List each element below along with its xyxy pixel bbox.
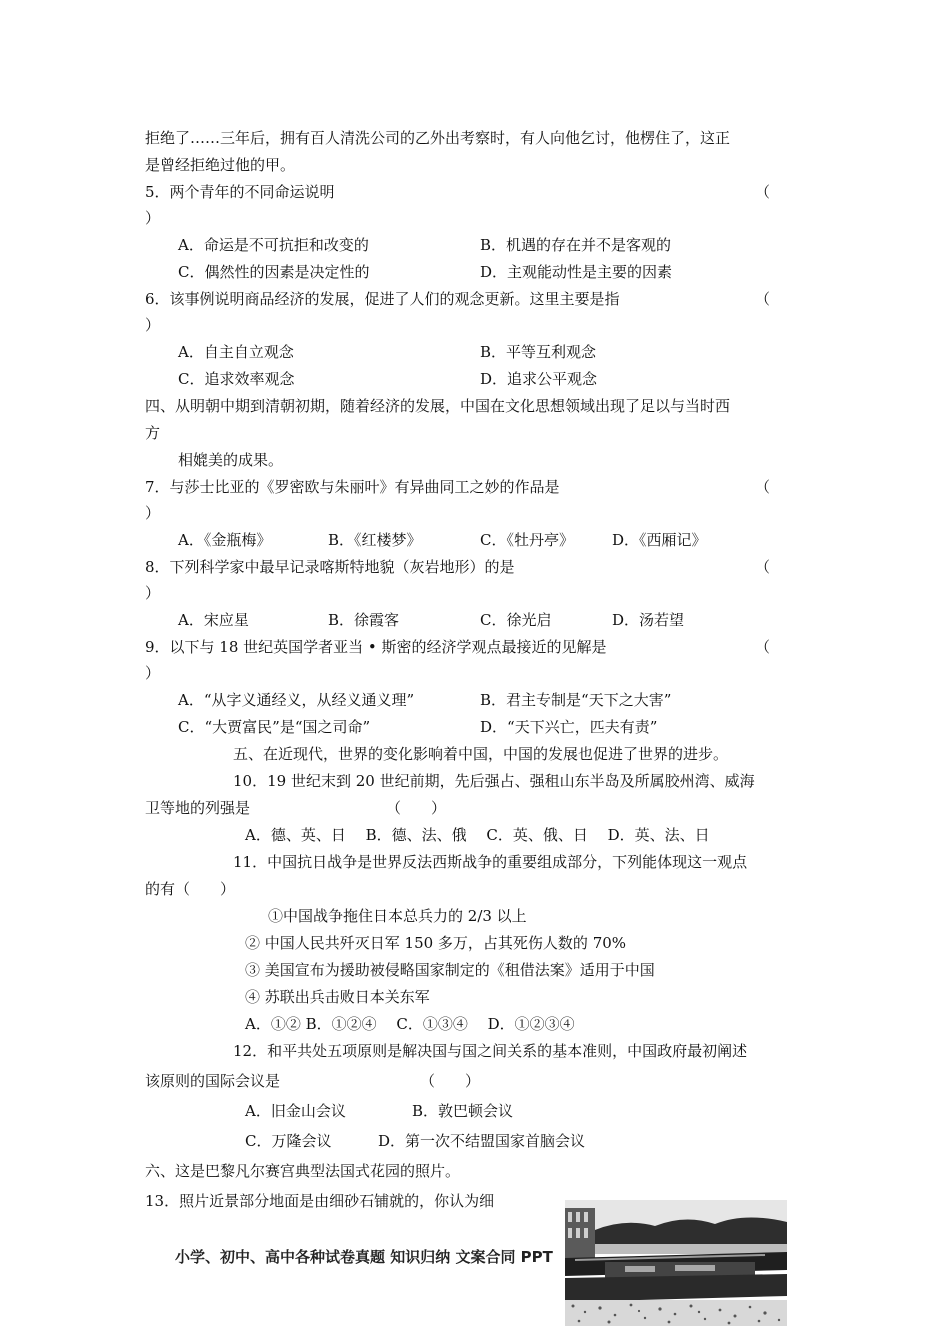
question-8: 8．下列科学家中最早记录喀斯特地貌（灰岩地形）的是	[145, 558, 515, 576]
section-4-heading-cont: 相媲美的成果。	[178, 451, 284, 469]
answer-paren-open: （	[755, 558, 771, 576]
answer-paren-close: ）	[145, 664, 161, 682]
q11-options: A．①② B．①②④ C．①③④ D．①②③④	[245, 1015, 575, 1033]
question-13: 13．照片近景部分地面是由细砂石铺就的，你认为细	[145, 1192, 495, 1210]
answer-paren-open: （	[755, 290, 771, 308]
q7-option-a: A．《金瓶梅》	[178, 531, 272, 549]
q9-option-b: B．君主专制是“天下之大害”	[480, 691, 672, 709]
question-12: 12．和平共处五项原则是解决国与国之间关系的基本准则，中国政府最初阐述	[233, 1042, 748, 1060]
section-4-heading-cont: 方	[145, 424, 161, 442]
garden-photo	[565, 1200, 787, 1326]
answer-paren: （ ）	[386, 799, 447, 817]
q7-option-b: B．《红楼梦》	[328, 531, 422, 549]
q9-option-a: A．“从字义通经义，从经义通义理”	[178, 691, 415, 709]
q6-option-d: D．追求公平观念	[480, 370, 598, 388]
section-4-heading: 四、从明朝中期到清朝初期，随着经济的发展，中国在文化思想领域出现了足以与当时西	[145, 397, 731, 415]
question-10: 10．19 世纪末到 20 世纪前期，先后强占、强租山东半岛及所属胶州湾、威海	[233, 772, 755, 790]
q11-item-1: ①中国战争拖住日本总兵力的 2/3 以上	[268, 907, 527, 925]
q11-item-3: ③ 美国宣布为援助被侵略国家制定的《租借法案》适用于中国	[245, 961, 655, 979]
question-11-cont: 的有（ ）	[145, 880, 236, 898]
question-12-cont: 该原则的国际会议是	[145, 1072, 281, 1090]
question-10-cont: 卫等地的列强是	[145, 799, 251, 817]
q7-option-d: D．《西厢记》	[612, 531, 707, 549]
q11-item-4: ④ 苏联出兵击败日本关东军	[245, 988, 430, 1006]
question-6: 6．该事例说明商品经济的发展，促进了人们的观念更新。这里主要是指	[145, 290, 620, 308]
q5-option-d: D．主观能动性是主要的因素	[480, 263, 673, 281]
answer-paren-open: （	[755, 638, 771, 656]
q9-option-c: C．“大贾富民”是“国之司命”	[178, 718, 371, 736]
paragraph-line: 是曾经拒绝过他的甲。	[145, 156, 296, 174]
question-7: 7．与莎士比亚的《罗密欧与朱丽叶》有异曲同工之妙的作品是	[145, 478, 560, 496]
q9-option-d: D．“天下兴亡，匹夫有责”	[480, 718, 658, 736]
q5-option-c: C．偶然性的因素是决定性的	[178, 263, 370, 281]
q5-option-b: B．机遇的存在并不是客观的	[480, 236, 672, 254]
answer-paren-open: （	[755, 478, 771, 496]
question-9: 9．以下与 18 世纪英国学者亚当 • 斯密的经济学观点最接近的见解是	[145, 638, 607, 656]
q6-option-a: A．自主自立观念	[178, 343, 294, 361]
section-6-heading: 六、这是巴黎凡尔赛宫典型法国式花园的照片。	[145, 1162, 461, 1180]
q5-option-a: A．命运是不可抗拒和改变的	[178, 236, 369, 254]
q8-option-a: A．宋应星	[178, 611, 249, 629]
footer-banner: 小学、初中、高中各种试卷真题 知识归纳 文案合同 PPT	[175, 1248, 553, 1266]
answer-paren: （ ）	[420, 1072, 481, 1090]
answer-paren-close: ）	[145, 316, 161, 334]
q8-option-c: C．徐光启	[480, 611, 552, 629]
q6-option-b: B．平等互利观念	[480, 343, 597, 361]
q8-option-b: B．徐霞客	[328, 611, 400, 629]
q6-option-c: C．追求效率观念	[178, 370, 295, 388]
answer-paren-close: ）	[145, 209, 161, 227]
paragraph-line: 拒绝了……三年后，拥有百人清洗公司的乙外出考察时，有人向他乞讨，他楞住了，这正	[145, 129, 731, 147]
answer-paren-close: ）	[145, 504, 161, 522]
q12-option-a: A．旧金山会议	[245, 1102, 346, 1120]
q12-option-b: B．敦巴顿会议	[412, 1102, 514, 1120]
q8-option-d: D．汤若望	[612, 611, 685, 629]
answer-paren-close: ）	[145, 584, 161, 602]
question-11: 11．中国抗日战争是世界反法西斯战争的重要组成部分，下列能体现这一观点	[233, 853, 748, 871]
q12-option-c: C．万隆会议	[245, 1132, 332, 1150]
answer-paren-open: （	[755, 183, 771, 201]
q12-option-d: D．第一次不结盟国家首脑会议	[378, 1132, 586, 1150]
section-5-heading: 五、在近现代，世界的变化影响着中国，中国的发展也促进了世界的进步。	[233, 745, 729, 763]
q7-option-c: C．《牡丹亭》	[480, 531, 574, 549]
q11-item-2: ② 中国人民共歼灭日军 150 多万，占其死伤人数的 70%	[245, 934, 627, 952]
q10-options: A．德、英、日 B．德、法、俄 C．英、俄、日 D．英、法、日	[245, 826, 710, 844]
question-5: 5．两个青年的不同命运说明	[145, 183, 335, 201]
